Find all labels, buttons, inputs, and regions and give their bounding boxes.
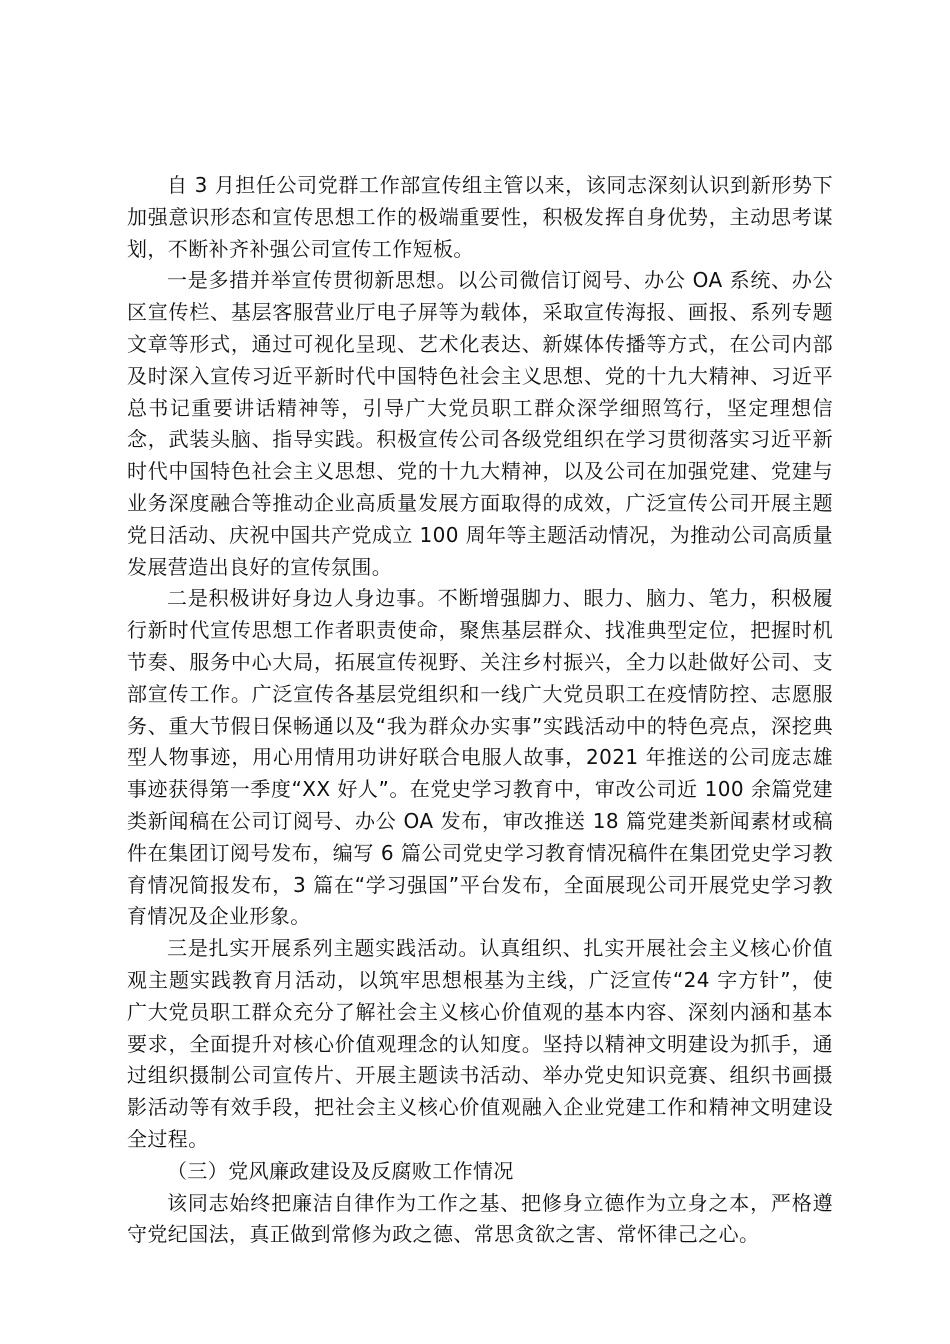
closing-paragraph: 该同志始终把廉洁自律作为工作之基、把修身立德作为立身之本，严格遵守党纪国法，真正做到常修为政之德、常思贪欲之害、常怀律己之心。 (127, 1190, 833, 1247)
paragraph-publicity-new-thought: 一是多措并举宣传贯彻新思想。以公司微信订阅号、办公 OA 系统、办公区宣传栏、基层客服营业厅电子屏等为载体，采取宣传海报、画报、系列专题文章等形式，通过可视化呈现、艺术化表达、新媒体传播等方式，在公司内部及时深入宣传习近平新时代中国特色社会主义思想、党的十九大精神、习近平总书记重要讲话精神等，引导广大党员职工群众深学细照笃行，坚定理想信念，武装头脑、指导实践。积极宣传公司各级党组织在学习贯彻落实习近平新时代中国特色社会主义思想、党的十九大精神，以及公司在加强党建、党建与业务深度融合等推动企业高质量发展方面取得的成效，广泛宣传公司开展主题党日活动、庆祝中国共产党成立 100 周年等主题活动情况，为推动公司高质量发展营造出良好的宣传氛围。 (127, 268, 833, 579)
intro-paragraph: 自 3 月担任公司党群工作部宣传组主管以来，该同志深刻认识到新形势下加强意识形态和宣传思想工作的极端重要性，积极发挥自身优势，主动思考谋划，不断补齐补强公司宣传工作短板。 (127, 173, 833, 261)
document-body (127, 170, 833, 1251)
section-heading: （三）党风廉政建设及反腐败工作情况 (167, 1158, 514, 1183)
paragraph-practice-activities: 三是扎实开展系列主题实践活动。认真组织、扎实开展社会主义核心价值观主题实践教育月活动，以筑牢思想根基为主线，广泛宣传“24 字方针”，使广大党员职工群众充分了解社会主义核心价值观的基本内容、深刻内涵和基本要求，全面提升对核心价值观理念的认知度。坚持以精神文明建设为抓手，通过组织摄制公司宣传片、开展主题读书活动、举办党史知识竞赛、组织书画摄影活动等有效手段，把社会主义核心价值观融入企业党建工作和精神文明建设全过程。 (127, 936, 833, 1151)
paragraph-stories: 二是积极讲好身边人身边事。不断增强脚力、眼力、脑力、笔力，积极履行新时代宣传思想工作者职责使命，聚焦基层群众、找准典型定位，把握时机节奏、服务中心大局，拓展宣传视野、关注乡村振兴，全力以赴做好公司、支部宣传工作。广泛宣传各基层党组织和一线广大党员职工在疫情防控、志愿服务、重大节假日保畅通以及“我为群众办实事”实践活动中的特色亮点，深挖典型人物事迹，用心用情用功讲好联合电服人故事，2021 年推送的公司庞志雄事迹获得第一季度“XX 好人”。在党史学习教育中，审改公司近 100 余篇党建类新闻稿在公司订阅号、办公 OA 发布，审改推送 18 篇党建类新闻素材或稿件在集团订阅号发布，编写 6 篇公司党史学习教育情况稿件在集团党史学习教育情况简报发布，3 篇在“学习强国”平台发布，全面展现公司开展党史学习教育情况及企业形象。 (127, 586, 833, 929)
